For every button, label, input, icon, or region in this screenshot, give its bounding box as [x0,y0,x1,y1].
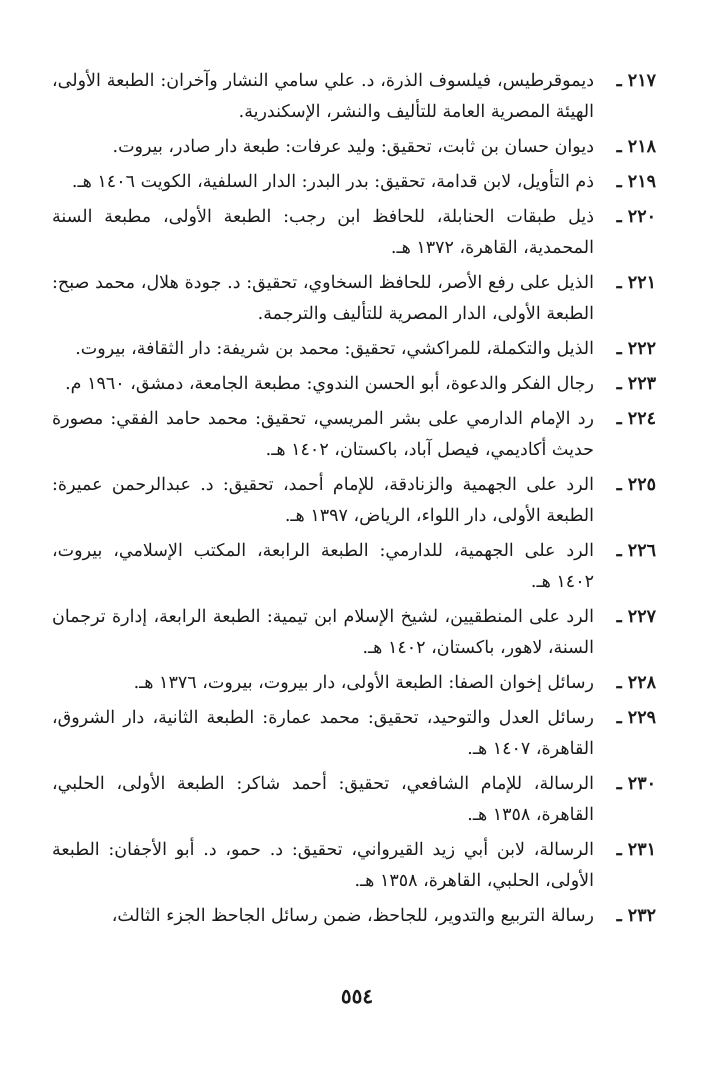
entry-number: ٢٢٣ـ [616,374,656,394]
entry-number: ٢٢٠ـ [616,207,656,227]
entry-number: ٢١٨ـ [616,137,656,157]
bibliography-entry [52,668,656,699]
entry-number: ٢١٧ـ [616,71,656,91]
entry-number: ٢٢٧ـ [616,607,656,627]
entry-number: ٢٢٨ـ [616,673,656,693]
entry-text: رجال الفكر والدعوة، أبو الحسن الندوي: مطبعة الجامعة، دمشق، ١٩٦٠ م. [65,374,594,394]
bibliography-entry [52,66,656,128]
bibliography-entry [52,202,656,264]
entry-text: الذيل على رفع الأصر، للحافظ السخاوي، تحقيق: د. جودة هلال، محمد صبح: الطبعة الأولى، الدار المصرية للتأليف والترجمة. [52,273,594,324]
entry-text: ذيل طبقات الحنابلة، للحافظ ابن رجب: الطبعة الأولى، مطبعة السنة المحمدية، القاهرة، ١٣٧٢ هـ. [52,207,594,258]
bibliography-entry [52,404,656,466]
entry-text: رسائل العدل والتوحيد، تحقيق: محمد عمارة: الطبعة الثانية، دار الشروق، القاهرة، ١٤٠٧ هـ. [52,708,594,759]
entry-text: الذيل والتكملة، للمراكشي، تحقيق: محمد بن شريفة: دار الثقافة، بيروت. [75,339,594,359]
entry-text: ديوان حسان بن ثابت، تحقيق: وليد عرفات: طبعة دار صادر، بيروت. [112,137,594,157]
bibliography-entry [52,602,656,664]
page-number: ٥٥٤ [340,984,374,1008]
entry-text: الرد على المنطقيين، لشيخ الإسلام ابن تيمية: الطبعة الرابعة، إدارة ترجمان السنة، لاهور، باكستان، ١٤٠٢ هـ. [52,607,594,658]
bibliography-entry [52,769,656,831]
bibliography-entry [52,470,656,532]
bibliography-entry [52,334,656,365]
entry-text: رد الإمام الدارمي على بشر المريسي، تحقيق: محمد حامد الفقي: مصورة حديث أكاديمي، فيصل آباد، باكستان، ١٤٠٢ هـ. [52,409,594,460]
bibliography-entry [52,536,656,598]
bibliography-entry [52,901,656,932]
entry-number: ٢٢٢ـ [616,339,656,359]
entry-number: ٢٢١ـ [616,273,656,293]
bibliography-entry [52,132,656,163]
bibliography-entry [52,167,656,198]
entry-number: ٢٣٠ـ [616,774,656,794]
entry-number: ٢٣٢ـ [616,906,656,926]
entry-number: ٢٢٦ـ [616,541,656,561]
entry-number: ٢٢٥ـ [616,475,656,495]
entry-text: ذم التأويل، لابن قدامة، تحقيق: بدر البدر: الدار السلفية، الكويت ١٤٠٦ هـ. [71,172,594,192]
bibliography-entry [52,835,656,897]
bibliography-entry [52,703,656,765]
entry-text: الرسالة، للإمام الشافعي، تحقيق: أحمد شاكر: الطبعة الأولى، الحلبي، القاهرة، ١٣٥٨ هـ. [52,774,594,825]
entry-text: رسالة التربيع والتدوير، للجاحظ، ضمن رسائل الجاحظ الجزء الثالث، [111,906,594,926]
entry-text: الرد على الجهمية، للدارمي: الطبعة الرابعة، المكتب الإسلامي، بيروت، ١٤٠٢ هـ. [52,541,594,592]
bibliography-list [52,66,656,936]
bibliography-entry [52,268,656,330]
entry-number: ٢٣١ـ [616,840,656,860]
entry-text: رسائل إخوان الصفا: الطبعة الأولى، دار بيروت، بيروت، ١٣٧٦ هـ. [133,673,594,693]
entry-number: ٢١٩ـ [616,172,656,192]
entry-number: ٢٢٤ـ [616,409,656,429]
bibliography-entry [52,369,656,400]
entry-text: ديموقرطيس، فيلسوف الذرة، د. علي سامي النشار وآخران: الطبعة الأولى، الهيئة المصرية العامة للتأليف والنشر، الإسكندرية. [52,71,594,122]
entry-text: الرسالة، لابن أبي زيد القيرواني، تحقيق: د. حمو، د. أبو الأجفان: الطبعة الأولى، الحلبي، القاهرة، ١٣٥٨ هـ. [52,840,594,891]
entry-number: ٢٢٩ـ [616,708,656,728]
entry-text: الرد على الجهمية والزنادقة، للإمام أحمد، تحقيق: د. عبدالرحمن عميرة: الطبعة الأولى، دار اللواء، الرياض، ١٣٩٧ هـ. [52,475,594,526]
